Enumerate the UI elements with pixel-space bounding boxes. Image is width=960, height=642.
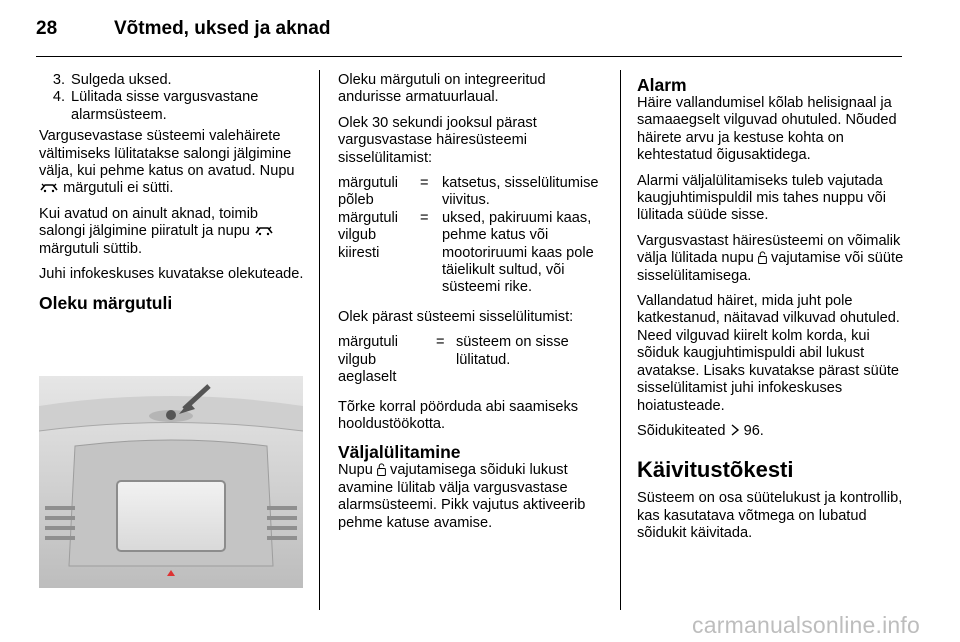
column-divider	[319, 70, 320, 610]
page-header	[36, 14, 906, 44]
section-heading: Käivitustõkesti	[637, 457, 794, 483]
table-row: märgutuli vilgub aeglaselt = süsteem on sisse lülitatud.	[338, 334, 569, 386]
paragraph: Häire vallandumisel kõlab helisignaal ja samaaegselt vilguvad ohutuled. Nõuded häirete arvu ja kestuse kohta on kehtestatud õigusaktidega.	[637, 95, 897, 164]
column-divider	[620, 70, 621, 610]
unlock-key-icon	[377, 463, 386, 476]
status-table	[338, 334, 606, 386]
paragraph: Olek pärast süsteemi sisselülitumist:	[338, 308, 574, 325]
section-heading: Oleku märgutuli	[39, 293, 173, 314]
table-row: märgutuli põleb = katsetus, sisselülitumise viivitus.	[338, 175, 599, 209]
paragraph: Juhi infokeskuses kuvatakse olekuteade.	[39, 266, 304, 283]
header-divider	[36, 56, 902, 57]
paragraph: Sõidukiteated 96.	[637, 422, 764, 439]
paragraph: Vargusevastase süsteemi valehäirete vältimiseks lülitatakse salongi jälgimine välja, kui pehme katus on avatud. Nupu märgutuli ei sütti.	[39, 128, 295, 197]
list-item: 4. Lülitada sisse vargusvastane alarmsüsteem.	[52, 89, 259, 123]
paragraph: Kui avatud on ainult aknad, toimib salongi jälgimine piiratult ja nupu märgutuli süttib.	[39, 206, 305, 258]
paragraph: Nupu vajutamisega sõiduki lukust avamine lülitab välja vargusvastase alarmsüsteemi. Pikk vajutus aktiveerib pehme katuse avamise.	[338, 462, 586, 531]
watermark-url: carmanualsonline.info	[692, 612, 920, 638]
convertible-roof-icon	[39, 181, 59, 193]
list-item: 3. Sulgeda uksed.	[52, 72, 172, 88]
paragraph: Vallandatud häiret, mida juht pole katkestanud, näitavad vilkuvad ohutuled. Need vilguvad kiirelt kolm korda, kui sõiduk kaugjuhtimispuldi abil lukust avatakse. Lisaks kuvatakse pärast süüte sisselülitamist juhi infokeskuses hoiatusteade.	[637, 293, 900, 414]
page-number: 28	[36, 18, 58, 39]
page-reference-arrow-icon	[730, 424, 740, 436]
section-heading: Alarm	[637, 75, 687, 95]
paragraph: Oleku märgutuli on integreeritud andurisse armatuurlaual.	[338, 72, 546, 106]
column-1	[39, 72, 305, 329]
paragraph: Süsteem on osa süütelukust ja kontrollib, kas kasutatava võtmega on lubatud sõidukit käivitada.	[637, 490, 903, 542]
paragraph: Olek 30 sekundi jooksul pärast vargusvastase häiresüsteemi sisselülitamist:	[338, 114, 537, 166]
convertible-roof-icon	[254, 224, 274, 236]
dashboard-illustration	[39, 376, 303, 588]
page-title: Võtmed, uksed ja aknad	[114, 18, 331, 39]
status-table	[338, 175, 606, 297]
dashboard-figure	[39, 376, 303, 588]
unlock-key-icon	[758, 251, 767, 264]
paragraph: Tõrke korral pöörduda abi saamiseks hooldustöökotta.	[338, 398, 579, 432]
section-heading: Väljalülitamine	[338, 442, 461, 463]
table-row: märgutuli vilgub kiiresti = uksed, pakiruumi kaas, pehme katus või mootoriruumi kaas pole täielikult sultud, või süsteemi rike.	[338, 209, 594, 296]
paragraph: Vargusvastast häiresüsteemi on võimalik välja lülitada nupu vajutamise või süüte sisselülitamisega.	[637, 232, 904, 284]
column-3	[637, 72, 905, 551]
column-2	[338, 72, 606, 540]
paragraph: Alarmi väljalülitamiseks tuleb vajutada kaugjuhtimispuldil mis tahes nuppu või lülitada süüde sisse.	[637, 172, 887, 224]
